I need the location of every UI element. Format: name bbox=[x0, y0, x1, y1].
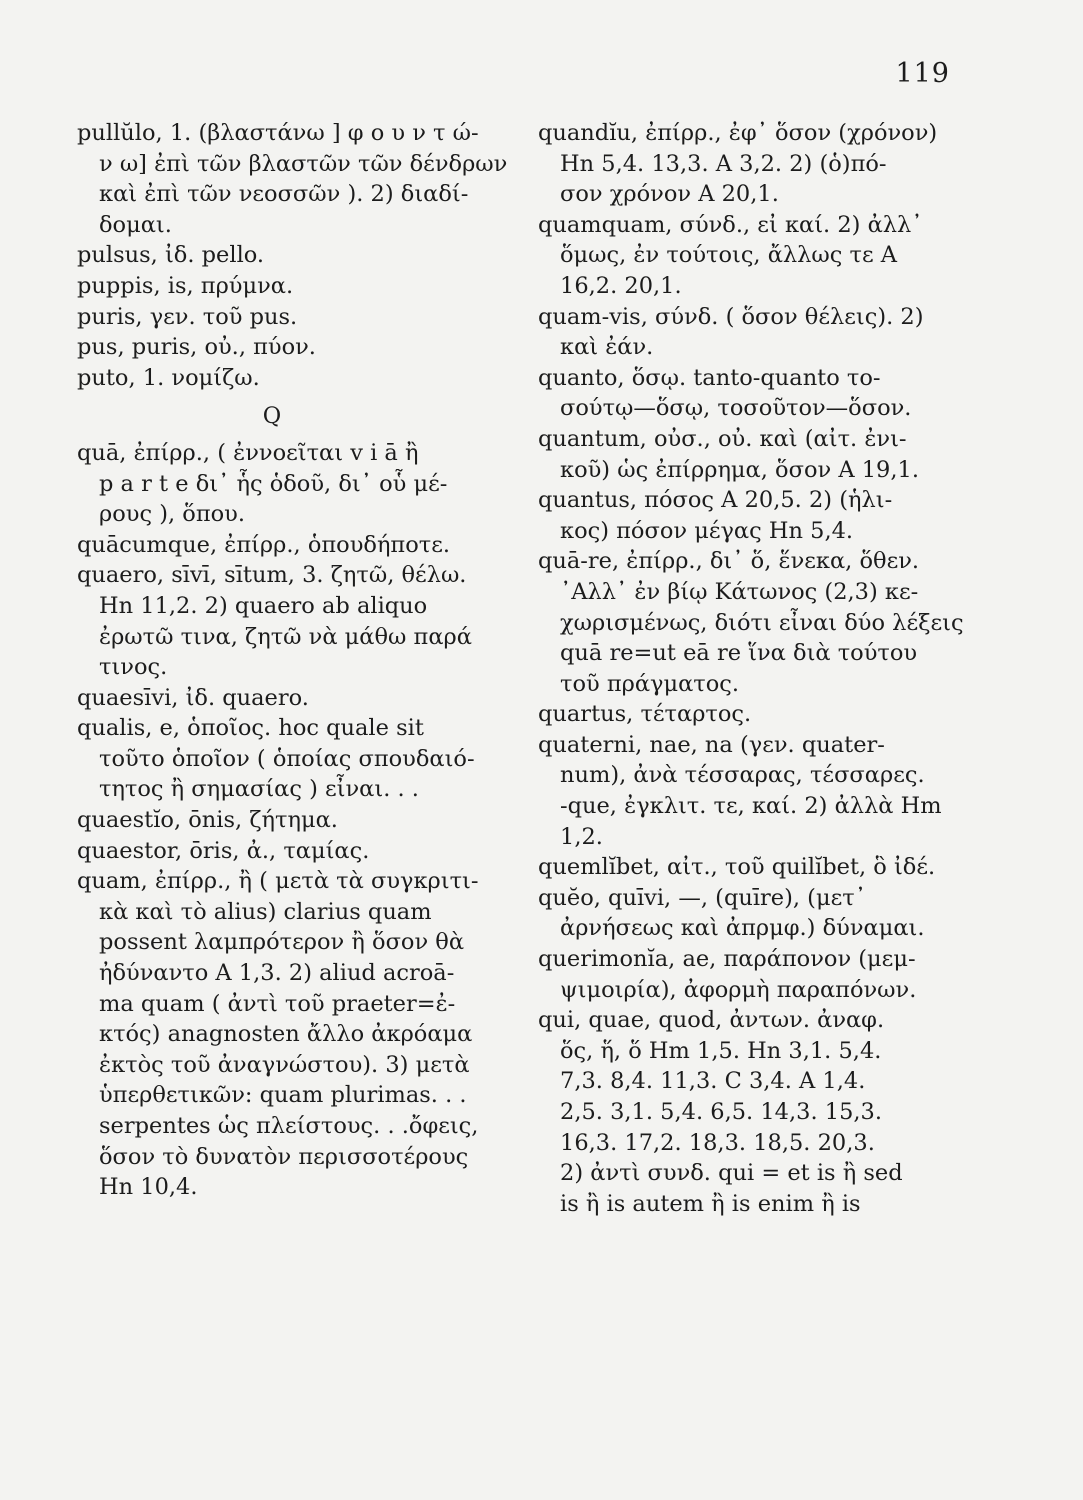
dictionary-line: τοῦ πράγματος. bbox=[560, 670, 740, 697]
dictionary-line: δομαι. bbox=[99, 211, 172, 238]
dictionary-line: κὰ καὶ τὸ alius) clarius quam bbox=[99, 898, 432, 925]
dictionary-line: quantus, πόσος A 20,5. 2) (ἡλι- bbox=[538, 487, 893, 514]
dictionary-line: p a r t e δι᾽ ἧς ὁδοῦ, δι᾽ οὗ μέ- bbox=[99, 470, 448, 497]
dictionary-line: τητος ἢ σημασίας ) εἶναι. . . bbox=[99, 776, 419, 803]
dictionary-line: 7,3. 8,4. 11,3. C 3,4. A 1,4. bbox=[560, 1068, 866, 1095]
dictionary-line: ἐρωτῶ τινα, ζητῶ νὰ μάθω παρά bbox=[99, 623, 472, 650]
dictionary-line: quā re=ut eā re ἵνα διὰ τούτου bbox=[560, 640, 918, 667]
dictionary-line: pus, puris, οὐ., πύον. bbox=[77, 334, 316, 361]
dictionary-line: is ἢ is autem ἢ is enim ἢ is bbox=[560, 1190, 861, 1217]
dictionary-line: ᾽Αλλ᾽ ἐν βίῳ Κάτωνος (2,3) κε- bbox=[560, 578, 919, 605]
dictionary-line: serpentes ὡς πλείστους. . .ὄφεις, bbox=[99, 1113, 479, 1139]
dictionary-line: 2) ἀντὶ συνδ. qui = et is ἢ sed bbox=[560, 1160, 903, 1187]
dictionary-line: Hn 5,4. 13,3. A 3,2. 2) (ὁ)πό- bbox=[560, 150, 887, 177]
dictionary-line: κος) πόσον μέγας Hn 5,4. bbox=[560, 517, 854, 544]
dictionary-line: καὶ ἐάν. bbox=[560, 334, 654, 361]
dictionary-line: quandĭu, ἐπίρρ., ἐφ᾽ ὅσον (χρόνον) bbox=[538, 120, 938, 146]
dictionary-line: quaterni, nae, na (γεν. quater- bbox=[538, 731, 885, 758]
dictionary-line: qui, quae, quod, ἀντων. ἀναφ. bbox=[538, 1007, 885, 1034]
dictionary-line: τινος. bbox=[99, 654, 168, 681]
dictionary-line: quā, ἐπίρρ., ( ἐννοεῖται v i ā ἢ bbox=[77, 439, 419, 466]
dictionary-line: σούτῳ—ὅσῳ, τοσοῦτον—ὅσον. bbox=[560, 395, 912, 422]
page-number: 119 bbox=[895, 58, 950, 89]
dictionary-line: pulsus, ἰδ. pello. bbox=[77, 242, 265, 269]
dictionary-line: puppis, is, πρύμνα. bbox=[77, 272, 294, 299]
dictionary-line: σον χρόνον A 20,1. bbox=[560, 181, 779, 208]
dictionary-line: quaesīvi, ἰδ. quaero. bbox=[77, 684, 309, 711]
dictionary-line: 2,5. 3,1. 5,4. 6,5. 14,3. 15,3. bbox=[560, 1099, 882, 1125]
dictionary-line: ma quam ( ἀντὶ τοῦ praeter=ἐ- bbox=[99, 990, 456, 1017]
left-column bbox=[77, 118, 507, 1203]
dictionary-line: Hn 11,2. 2) quaero ab aliquo bbox=[99, 592, 428, 619]
dictionary-line: ὅσον τὸ δυνατὸν περισσοτέρους bbox=[99, 1143, 469, 1170]
dictionary-line: ὅς, ἥ, ὅ Hm 1,5. Hn 3,1. 5,4. bbox=[560, 1037, 882, 1064]
dictionary-line: possent λαμπρότερον ἢ ὅσον θὰ bbox=[99, 929, 465, 956]
dictionary-line: quaestor, ōris, ἀ., ταμίας. bbox=[77, 837, 370, 864]
dictionary-line: quācumque, ἐπίρρ., ὁπουδήποτε. bbox=[77, 531, 451, 558]
dictionary-line: κτός) anagnosten ἄλλο ἀκρόαμα bbox=[99, 1021, 473, 1048]
dictionary-line: quam, ἐπίρρ., ἢ ( μετὰ τὰ συγκριτι- bbox=[77, 868, 479, 895]
dictionary-line: querimonĭa, ae, παράπονον (μεμ- bbox=[538, 946, 916, 973]
dictionary-line: quamquam, σύνδ., εἰ καί. 2) ἀλλ᾽ bbox=[538, 211, 923, 238]
dictionary-line: καὶ ἐπὶ τῶν νεοσσῶν ). 2) διαδί- bbox=[99, 181, 469, 208]
dictionary-line: quaestĭo, ōnis, ζήτημα. bbox=[77, 807, 338, 834]
dictionary-line: quanto, ὅσῳ. tanto-quanto το- bbox=[538, 364, 881, 391]
dictionary-line: 16,3. 17,2. 18,3. 18,5. 20,3. bbox=[560, 1129, 875, 1156]
dictionary-line: κοῦ) ὡς ἐπίρρημα, ὅσον A 19,1. bbox=[560, 456, 919, 483]
dictionary-line: ἠδύναντο A 1,3. 2) aliud acroā- bbox=[99, 960, 455, 987]
dictionary-line: quam-vis, σύνδ. ( ὅσον θέλεις). 2) bbox=[538, 303, 924, 330]
dictionary-line: ν ω] ἐπὶ τῶν βλαστῶν τῶν δένδρων bbox=[99, 150, 507, 177]
dictionary-line: ὑπερθετικῶν: quam plurimas. . . bbox=[99, 1082, 467, 1109]
dictionary-line: puto, 1. νομίζω. bbox=[77, 364, 260, 391]
right-column bbox=[538, 118, 968, 1219]
dictionary-line: ρους ), ὅπου. bbox=[99, 501, 245, 528]
dictionary-line: pullŭlo, 1. (βλαστάνω ] φ ο υ ν τ ώ- bbox=[77, 120, 479, 146]
dictionary-line: quā-re, ἐπίρρ., δι᾽ ὅ, ἕνεκα, ὅθεν. bbox=[538, 548, 920, 575]
dictionary-line: ὅμως, ἐν τούτοις, ἄλλως τε A bbox=[560, 242, 898, 269]
dictionary-line: ἀρνήσεως καὶ ἀπρμφ.) δύναμαι. bbox=[560, 915, 925, 942]
dictionary-line: Hn 10,4. bbox=[99, 1174, 198, 1201]
dictionary-line: χωρισμένως, διότι εἶναι δύο λέξεις bbox=[560, 609, 964, 636]
dictionary-line: 1,2. bbox=[560, 823, 603, 850]
dictionary-line: qualis, e, ὁποῖος. hoc quale sit bbox=[77, 715, 424, 742]
section-heading: Q bbox=[262, 403, 282, 430]
dictionary-line: quantum, οὐσ., οὐ. καὶ (αἰτ. ἐνι- bbox=[538, 425, 907, 452]
dictionary-line: quartus, τέταρτος. bbox=[538, 701, 752, 728]
dictionary-line: num), ἀνὰ τέσσαρας, τέσσαρες. bbox=[560, 762, 925, 789]
dictionary-line: puris, γεν. τοῦ pus. bbox=[77, 303, 298, 330]
dictionary-line: quĕo, quīvi, —, (quīre), (μετ᾽ bbox=[538, 884, 866, 911]
dictionary-line: quemlĭbet, αἰτ., τοῦ quilĭbet, ὃ ἰδέ. bbox=[538, 854, 936, 881]
dictionary-line: quaero, sīvī, sītum, 3. ζητῶ, θέλω. bbox=[77, 562, 467, 589]
dictionary-line: τοῦτο ὁποῖον ( ὁποίας σπουδαιό- bbox=[99, 745, 475, 772]
dictionary-line: 16,2. 20,1. bbox=[560, 272, 682, 299]
dictionary-line: -que, ἐγκλιτ. τε, καί. 2) ἀλλὰ Hm bbox=[560, 793, 942, 820]
dictionary-line: ψιμοιρία), ἀφορμὴ παραπόνων. bbox=[560, 976, 917, 1003]
dictionary-line: ἐκτὸς τοῦ ἀναγνώστου). 3) μετὰ bbox=[99, 1051, 470, 1078]
